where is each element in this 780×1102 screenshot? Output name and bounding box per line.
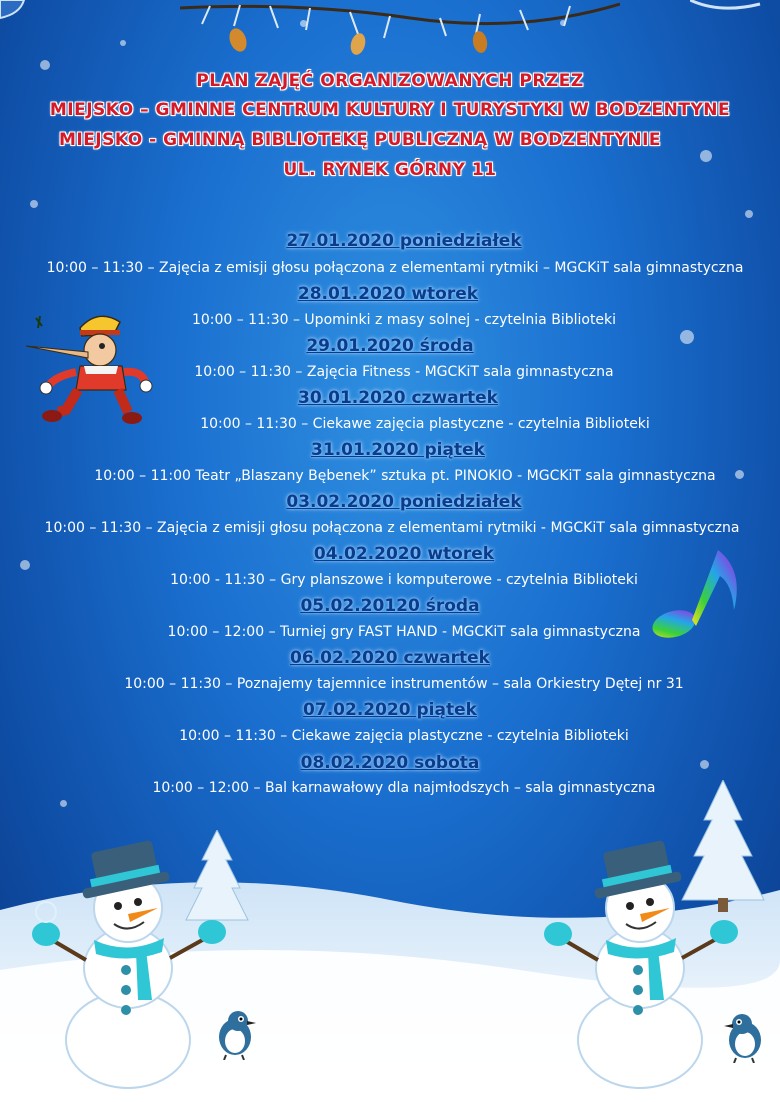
schedule-description: 10:00 – 11:30 – Zajęcia Fitness - MGCKiT sala gimnastyczna <box>194 364 614 380</box>
schedule-date: 30.01.2020 czwartek <box>298 388 498 408</box>
schedule-description: 10:00 – 11:30 – Zajęcia z emisji głosu połączona z elementami rytmiki – MGCKiT sala gimnastyczna <box>46 260 744 276</box>
bird-icon <box>720 1008 770 1063</box>
schedule-description: 10:00 – 11:30 – Poznajemy tajemnice instrumentów – sala Orkiestry Dętej nr 31 <box>124 676 684 692</box>
schedule-description: 10:00 – 11:30 – Ciekawe zajęcia plastyczne - czytelnia Biblioteki <box>200 416 650 432</box>
schedule-description: 10:00 - 11:30 – Gry planszowe i komputerowe - czytelnia Biblioteki <box>170 572 638 588</box>
pine-branch-icon <box>180 0 620 70</box>
schedule-date: 28.01.2020 wtorek <box>297 284 479 304</box>
header-line-3: MIEJSKO - GMINNĄ BIBLIOTEKĘ PUBLICZNĄ W BODZENTYNIE <box>58 130 662 150</box>
schedule-description: 10:00 – 11:30 – Zajęcia z emisji głosu połączona z elementami rytmiki - MGCKiT sala gimnastyczna <box>44 520 740 536</box>
snowman-icon <box>28 840 238 1090</box>
header-line-1: PLAN ZAJĘĆ ORGANIZOWANYCH PRZEZ <box>196 71 584 91</box>
schedule-date: 29.01.2020 środa <box>306 336 474 356</box>
snowflake-dot <box>40 60 50 70</box>
schedule-date: 27.01.2020 poniedziałek <box>286 231 522 251</box>
header-line-2: MIEJSKO – GMINNE CENTRUM KULTURY I TURYSTYKI W BODZENTYNE <box>49 100 731 120</box>
schedule-date: 03.02.2020 poniedziałek <box>286 492 522 512</box>
music-note-icon <box>648 540 748 644</box>
schedule-date: 31.01.2020 piątek <box>311 440 485 460</box>
schedule-description: 10:00 – 12:00 – Bal karnawałowy dla najmłodszych – sala gimnastyczna <box>152 780 656 796</box>
schedule-date: 04.02.2020 wtorek <box>313 544 495 564</box>
schedule-date: 06.02.2020 czwartek <box>290 648 490 668</box>
schedule-description: 10:00 – 12:00 – Turniej gry FAST HAND - MGCKiT sala gimnastyczna <box>167 624 641 640</box>
ornament-icon <box>0 0 30 20</box>
pinocchio-icon <box>18 300 158 440</box>
schedule-date: 05.02.20120 środa <box>300 596 480 616</box>
schedule-date: 08.02.2020 sobota <box>300 753 480 773</box>
snowflake-dot <box>745 210 753 218</box>
header-line-4: UL. RYNEK GÓRNY 11 <box>283 160 497 180</box>
snowflake-dot <box>120 40 126 46</box>
schedule-description: 10:00 – 11:30 – Ciekawe zajęcia plastyczne - czytelnia Biblioteki <box>179 728 629 744</box>
schedule-description: 10:00 – 11:30 – Upominki z masy solnej - czytelnia Biblioteki <box>191 312 617 328</box>
snowflake-dot <box>30 200 38 208</box>
bird-icon <box>210 1005 260 1060</box>
ornament-icon <box>690 0 780 20</box>
schedule-description: 10:00 – 11:00 Teatr „Blaszany Bębenek” sztuka pt. PINOKIO - MGCKiT sala gimnastyczna <box>94 468 716 484</box>
schedule-date: 07.02.2020 piątek <box>303 700 477 720</box>
snowman-icon <box>540 840 750 1090</box>
